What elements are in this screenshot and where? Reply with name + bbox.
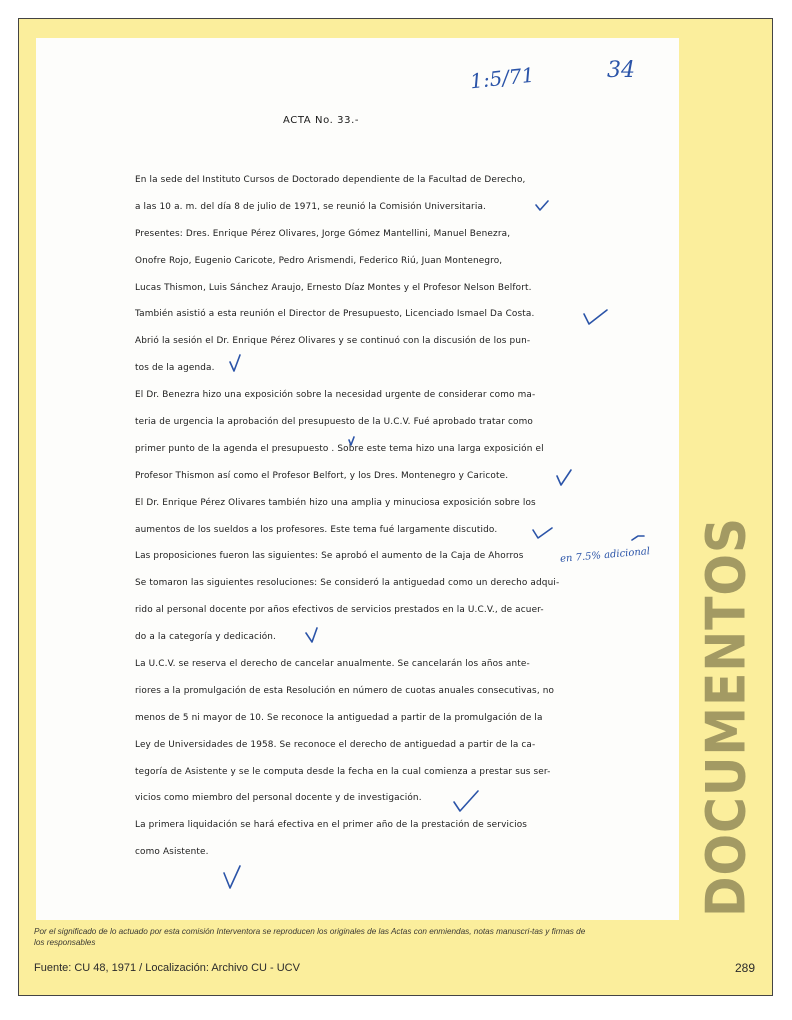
section-label-svg — [690, 512, 770, 922]
document-line: aumentos de los sueldos a los profesores. Este tema fué largamente discutido. — [135, 524, 498, 535]
document-line: También asistió a esta reunión el Director de Presupuesto, Licenciado Ismael Da Costa. — [135, 309, 535, 320]
document-line: como Asistente. — [135, 847, 209, 858]
handwritten-page-number: 34 — [607, 58, 635, 83]
section-label-text: DOCUMENTOS — [694, 512, 758, 917]
document-line: riores a la promulgación de esta Resolución en número de cuotas anuales consecutivas, no — [135, 685, 555, 696]
document-line: Presentes: Dres. Enrique Pérez Olivares, Jorge Gómez Mantellini, Manuel Benezra, — [135, 228, 511, 239]
document-title: ACTA No. 33.- — [283, 115, 360, 126]
caption-note: Por el significado de lo actuado por esta comisión Interventora se reproducen los originales de las Actas con enmiendas, notas manuscri-tas y firmas de los responsables — [34, 927, 586, 947]
document-line: menos de 5 ni mayor de 10. Se reconoce la antiguedad a partir de la promulgación de la — [135, 712, 543, 723]
document-line: La primera liquidación se hará efectiva en el primer año de la prestación de servicios — [135, 820, 528, 831]
document-line: Abrió la sesión el Dr. Enrique Pérez Olivares y se continuó con la discusión de los pun- — [135, 336, 531, 347]
document-line: Las proposiciones fueron las siguientes: Se aprobó el aumento de la Caja de Ahorros — [135, 551, 524, 562]
document-body — [135, 167, 605, 866]
document-line: Lucas Thismon, Luis Sánchez Araujo, Ernesto Díaz Montes y el Profesor Nelson Belfort. — [135, 282, 532, 293]
document-line: Ley de Universidades de 1958. Se reconoce el derecho de antiguedad a partir de la ca- — [135, 739, 536, 750]
document-line: Onofre Rojo, Eugenio Caricote, Pedro Arismendi, Federico Riú, Juan Montenegro, — [135, 255, 503, 266]
document-line: primer punto de la agenda el presupuesto . Sobre este tema hizo una larga exposición el — [135, 443, 544, 454]
document-line: tegoría de Asistente y se le computa desde la fecha en la cual comienza a prestar sus ser- — [135, 766, 551, 777]
document-line: a las 10 a. m. del día 8 de julio de 1971, se reunió la Comisión Universitaria. — [135, 201, 487, 212]
document-line: En la sede del Instituto Cursos de Doctorado dependiente de la Facultad de Derecho, — [135, 175, 526, 185]
section-label — [690, 512, 770, 922]
document-line: La U.C.V. se reserva el derecho de cancelar anualmente. Se cancelarán los años ante- — [135, 659, 530, 670]
page-number: 289 — [735, 961, 756, 975]
document-line: tos de la agenda. — [135, 363, 215, 374]
handwritten-margin-note: en 7.5% adicional — [559, 546, 651, 565]
document-line: do a la categoría y dedicación. — [135, 632, 277, 643]
document-line: Se tomaron las siguientes resoluciones: Se consideró la antiguedad como un derecho adqui- — [135, 578, 560, 589]
document-line: Profesor Thismon así como el Profesor Belfort, y los Dres. Montenegro y Caricote. — [135, 470, 509, 481]
document-line: El Dr. Enrique Pérez Olivares también hizo una amplia y minuciosa exposición sobre los — [135, 497, 536, 508]
document-line: El Dr. Benezra hizo una exposición sobre la necesidad urgente de considerar como ma- — [135, 390, 536, 401]
document-line: rido al personal docente por años efectivos de servicios prestados en la U.C.V., de acuer- — [135, 605, 544, 616]
source-citation: Fuente: CU 48, 1971 / Localización: Archivo CU - UCV — [34, 962, 300, 974]
handwritten-date: 1:5/71 — [468, 62, 536, 94]
document-line: vicios como miembro del personal docente y de investigación. — [135, 793, 422, 804]
document-line: teria de urgencia la aprobación del presupuesto de la U.C.V. Fué aprobado tratar como — [135, 417, 533, 428]
